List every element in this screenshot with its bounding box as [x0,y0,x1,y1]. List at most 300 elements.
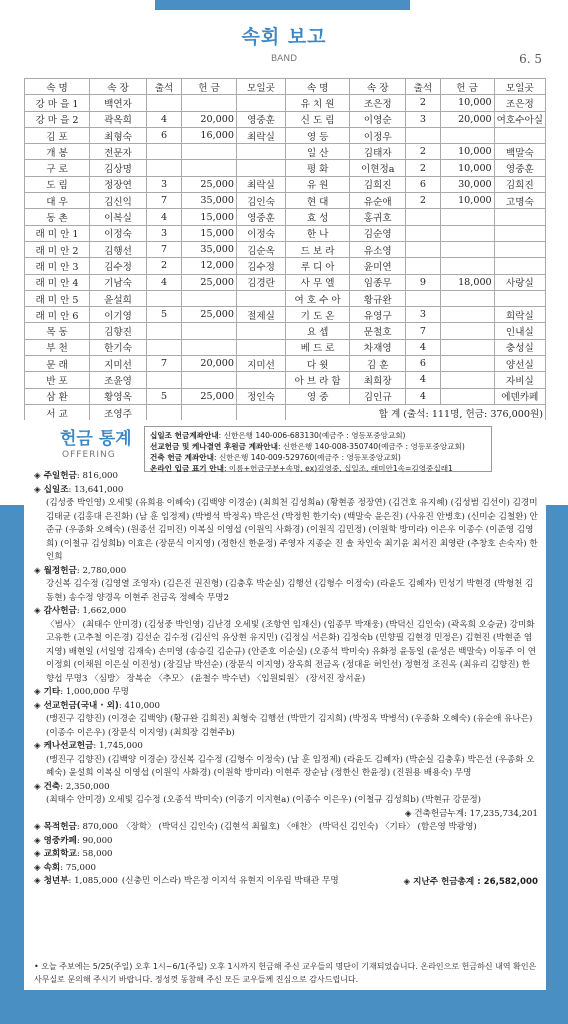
table-cell [237,160,286,176]
table-cell [237,95,286,111]
table-cell [147,404,182,420]
offering-section-header [34,484,538,498]
table-row [25,225,286,241]
offering-label: ◈ 십일조 [34,484,69,495]
table-row [25,372,286,388]
offering-label: ◈ 청년부 [34,876,69,886]
offering-names: (최태수 안미경) 오세빛 김수정 (오종석 박미숙) (이종기 이지현a) (이종수 이은우) (이철규 김성희b) (박현규 강문정) [46,795,482,805]
table-cell: 홍귀호 [350,209,406,225]
offering-names: 〈장학〉 (박덕신 김인숙) (김현석 최월호) 〈애찬〉 (박덕신 김인숙) 〈기타〉 (함은영 박광영) [121,822,477,832]
table-cell: 김향진 [90,323,147,339]
offering-label: ◈ 월정헌금 [34,565,77,576]
table-cell: 김태자 [350,144,406,160]
table-cell: 유소영 [350,241,406,257]
table-cell [237,144,286,160]
table-cell: 김수정 [237,258,286,274]
offering-section [34,862,538,876]
table-cell [406,258,440,274]
table-cell: 대 우 [25,193,90,209]
table-cell: 김 훈 [350,356,406,372]
table-cell: 15,000 [182,225,237,241]
table-cell [494,290,545,306]
table-cell: 최희장 [350,372,406,388]
offering-amount: : 870,000 [76,822,118,832]
offering-section [34,700,538,741]
table-cell: 김인규 [350,388,406,404]
offering-subtitle: OFFERING [62,450,116,460]
table-cell [147,372,182,388]
offering-amount: : 58,000 [76,849,113,859]
offering-amount: : 816,000 [76,471,118,481]
table-cell: 3 [406,111,440,127]
table-row [286,209,546,225]
table-cell: 일 산 [286,144,350,160]
offering-names: 강신복 김수정 (김영열 조영자) (김은진 권진형) (김충후 박순실) 김행선 (김형수 이정숙) (라윤도 김혜자) 민성기 박현경 (박형천 김동현) 송수정 양경옥 이현주 전금옥 정혜숙 무명2 [46,579,534,603]
table-cell: 영중훈 [237,209,286,225]
col-header: 속 명 [25,79,90,95]
table-row [25,404,286,420]
page-title: 속회 보고 [241,26,327,48]
table-cell: 래 미 안 2 [25,241,90,257]
table-cell: 다 윗 [286,356,350,372]
table-row [25,95,286,111]
table-row [25,209,286,225]
table-cell [147,290,182,306]
table-cell [237,372,286,388]
table-cell [494,241,545,257]
table-cell: 드 보 라 [286,241,350,257]
offering-label: ◈ 목적헌금 [34,822,77,832]
table-row [286,225,546,241]
table-row [25,388,286,404]
table-cell: 김희진 [494,176,545,192]
table-cell: 김희진 [350,176,406,192]
table-cell: 윤미연 [350,258,406,274]
table-cell: 이정우 [350,127,406,143]
table-cell: 김수정 [90,258,147,274]
table-row [25,356,286,372]
table-cell: 3 [147,225,182,241]
table-cell [440,225,494,241]
table-row [25,144,286,160]
table-cell: 이복실 [90,209,147,225]
table-cell: 아 브 라 함 [286,372,350,388]
table-row [286,176,546,192]
table-cell: 30,000 [440,176,494,192]
table-cell: 기 도 온 [286,307,350,323]
table-cell: 조은정 [350,95,406,111]
offering-amount: : 1,085,000 [68,876,118,886]
offering-section-header [34,605,538,619]
table-cell: 구 로 [25,160,90,176]
offering-section-header [34,821,538,835]
table-cell: 기남숙 [90,274,147,290]
table-row [286,193,546,209]
table-cell [440,339,494,355]
table-cell: 평 화 [286,160,350,176]
table-cell: 여호수아실 [494,111,545,127]
offering-amount: : 13,641,000 [68,484,124,495]
table-cell: 임종무 [350,274,406,290]
table-cell [182,290,237,306]
table-cell: 7 [147,193,182,209]
table-cell [182,323,237,339]
table-cell: 김행선 [90,241,147,257]
table-cell: 20,000 [440,111,494,127]
table-cell [440,388,494,404]
offering-section-header [34,686,538,700]
table-row [25,274,286,290]
offering-section-header [34,700,538,714]
table-cell: 조은정 [494,95,545,111]
offering-section [34,835,538,849]
table-cell [440,290,494,306]
col-header: 모일곳 [494,79,545,95]
offering-section [34,821,538,835]
table-cell: 15,000 [182,209,237,225]
offering-section [34,686,538,700]
offering-label: ◈ 선교헌금(국내 · 외) [34,700,119,711]
table-cell: 래 미 안 4 [25,274,90,290]
table-row [286,274,546,290]
table-cell: 유 치 원 [286,95,350,111]
offering-section [34,781,538,808]
table-cell: 이영순 [350,111,406,127]
table-cell: 효 성 [286,209,350,225]
table-cell: 9 [406,274,440,290]
table-row [286,111,546,127]
table-cell: 양선실 [494,356,545,372]
table-cell [237,339,286,355]
table-row [286,388,546,404]
offering-amount: : 90,000 [76,835,113,846]
table-cell: 25,000 [182,176,237,192]
offering-names: (맹진구 김향진) (이경순 김백양) (황규완 김희진) 최형숙 김행선 (박만기 김지희) (박정옥 박병석) (우종화 오혜숙) (유순애 유나은) (이종수 이은우) (장문식 이지영) (최희장 김현주b) [46,714,533,738]
total-row [286,404,546,420]
offering-amount: : 2,780,000 [76,565,127,576]
table-cell: 16,000 [182,127,237,143]
table-cell: 4 [147,274,182,290]
table-cell: 7 [147,356,182,372]
table-cell: 정인숙 [237,388,286,404]
cell-report-table-right [285,78,546,421]
table-cell [147,160,182,176]
table-cell: 6 [406,356,440,372]
table-cell: 목 동 [25,323,90,339]
table-cell [406,290,440,306]
table-cell: 강 마 을 1 [25,95,90,111]
offering-section-header [34,835,538,849]
offering-amount: : 410,000 [118,700,160,711]
table-row [25,290,286,306]
table-cell: 3 [406,307,440,323]
table-cell: 여 호 수 아 [286,290,350,306]
table-row [286,356,546,372]
offering-section-header [34,781,538,795]
table-cell: 25,000 [182,274,237,290]
table-row [25,307,286,323]
table-cell: 영중훈 [494,160,545,176]
table-cell: 25,000 [182,307,237,323]
table-cell [182,95,237,111]
table-cell: 곽옥희 [90,111,147,127]
col-header: 출석 [406,79,440,95]
table-cell: 한기숙 [90,339,147,355]
table-cell [237,290,286,306]
table-cell: 2 [406,160,440,176]
table-cell [406,209,440,225]
col-header: 모일곳 [237,79,286,95]
offering-section [34,470,538,484]
table-cell [182,404,237,420]
table-cell: 황규완 [350,290,406,306]
offering-section [34,848,538,862]
table-row [25,258,286,274]
table-cell: 지미선 [90,356,147,372]
table-cell: 최락실 [237,176,286,192]
offering-names: (김성중 박인영) 오세빛 (유희용 이혜숙) (김백양 이경순) (최희천 김성희a) (황현종 정장연) (김건호 유지혜) (김성범 김선이) 김경미 김태균 (김홍대 은진화) (남 훈 임정제) (박병석 박정옥) 박은선 (박정헌 한기숙) (백말숙 윤은진) (사유진 안병호) (신미순 김철환) 안준규 (우종화 오혜숙) (원종선 김미진) 이복실 이영섭 (이원익 사화경) (이원직 김민정) (이원학 방미라) 이은우 이종수 (이준영 김영희) (이철규 김성희b) 이효은 (장문식 이지영) (정한신 한윤정) 주영자 지종순 진 솔 차인숙 최기윤 최서진 최영란 (추창호 손숙자) 한인희 [46,498,538,562]
table-row [25,323,286,339]
table-cell: 영중훈 [237,111,286,127]
table-cell: 조영주 [90,404,147,420]
table-cell: 충성실 [494,339,545,355]
table-row [286,127,546,143]
table-cell: 4 [406,339,440,355]
table-cell: 베 드 로 [286,339,350,355]
col-header: 헌 금 [440,79,494,95]
table-cell [147,339,182,355]
total-cell: 합 계 (출석: 111명, 헌금: 376,000원) [286,404,546,420]
table-cell: 10,000 [440,193,494,209]
table-row [286,307,546,323]
table-cell [237,404,286,420]
table-cell: 5 [147,388,182,404]
table-cell: 김 포 [25,127,90,143]
offering-section-header [34,740,538,754]
table-cell: 영 등 [286,127,350,143]
table-cell [440,307,494,323]
offering-names: (맹진구 김향진) (김백양 이경순) 강신복 김수정 (김형수 이정숙) (남 훈 임정제) (라윤도 김혜자) (박순실 김충후) 박은선 (우종화 오혜숙) 윤설희 이복실 이영섭 (이원익 사화경) (이원학 방미라) 이현주 장순남 (정한신 한윤정) (진원용 배용숙) 무명 [46,754,535,778]
table-cell: 최락실 [237,127,286,143]
offering-amount: : 1,662,000 [76,606,127,616]
offering-section-header [34,565,538,579]
table-cell: 루 디 아 [286,258,350,274]
table-row [286,144,546,160]
offering-section-header [34,470,538,484]
offering-section [34,740,538,781]
col-header: 속 장 [350,79,406,95]
table-cell: 이현정a [350,160,406,176]
table-row [286,323,546,339]
table-cell: 2 [406,95,440,111]
table-cell: 인내실 [494,323,545,339]
table-cell: 6 [147,127,182,143]
table-cell: 지미선 [237,356,286,372]
table-cell [440,258,494,274]
table-cell: 유영구 [350,307,406,323]
col-header: 속 장 [90,79,147,95]
offering-label: ◈ 교회학교 [34,849,77,859]
table-cell [440,209,494,225]
table-cell [440,356,494,372]
offering-section-header [34,848,538,862]
table-cell: 김순옥 [237,241,286,257]
table-cell [494,258,545,274]
table-row [25,160,286,176]
table-cell: 2 [406,193,440,209]
table-cell: 4 [406,388,440,404]
table-cell [494,225,545,241]
table-cell: 래 미 안 5 [25,290,90,306]
table-row [25,339,286,355]
table-cell: 10,000 [440,160,494,176]
table-cell: 문 래 [25,356,90,372]
table-cell: 반 포 [25,372,90,388]
table-cell: 2 [406,144,440,160]
table-cell: 에덴카페 [494,388,545,404]
table-cell: 신 도 림 [286,111,350,127]
account-info-box [144,426,492,472]
table-cell: 이기영 [90,307,147,323]
table-cell [494,209,545,225]
table-cell: 래 미 안 6 [25,307,90,323]
table-cell: 요 셉 [286,323,350,339]
table-cell: 이정숙 [237,225,286,241]
table-cell: 김순영 [350,225,406,241]
table-cell: 김인숙 [237,193,286,209]
table-cell: 동 촌 [25,209,90,225]
table-cell: 정장연 [90,176,147,192]
table-cell [147,144,182,160]
cell-report-table-left [24,78,286,421]
info-line: 십일조 헌금계좌안내: 신한은행 140-006-683130(예금주 : 영등포중앙교회) [150,431,406,440]
table-cell [182,144,237,160]
table-cell: 12,000 [182,258,237,274]
table-cell: 10,000 [440,144,494,160]
table-cell [406,127,440,143]
offering-names: 〈범사〉 (최태수 안미경) (김성중 박인영) 김난경 오세빛 (조항연 임재신) (임종무 박재웅) (박덕신 김인숙) (곽옥희 오승균) 강미화 고유한 (고추철 이은경) 김선순 김수정 (김신익 유상현 유지민) (김정심 서은화) 김정숙b (민향필 김현경 민정은) 김현진 (박현준 염지영) 배현일 (서일영 김재숙) 손미영 (송승길 김순규) (안준호 이순실) (오종석 박미숙) 유화정 윤동일 (윤성은 백말숙) 이동주 이 연 이정회 (이채원 이은실 이진성) (장길남 박선순) (장문식 이지영) 장옥희 전금옥 (정대윤 허인선) 정현정 조진옥 (최유리 김향진) 한향섭 무명3 〈심방〉 장복순 〈추모〉 (윤철수 박수년) 〈입원퇴원〉 (장서진 장서윤) [46,619,537,684]
table-cell [147,323,182,339]
table-row [25,176,286,192]
table-cell [237,323,286,339]
table-cell: 문철호 [350,323,406,339]
offering-amount: : 2,350,000 [60,781,110,792]
table-row [286,290,546,306]
offering-title: 헌금 통계 [60,429,132,449]
report-date: 6. 5 [519,52,542,66]
table-cell: 부 천 [25,339,90,355]
table-cell: 20,000 [182,111,237,127]
table-cell: 김상명 [90,160,147,176]
table-cell: 이정숙 [90,225,147,241]
table-cell: 6 [406,176,440,192]
offering-section [34,605,538,686]
table-cell [406,241,440,257]
table-cell: 7 [147,241,182,257]
table-cell [494,127,545,143]
table-cell: 차재영 [350,339,406,355]
table-cell: 윤설희 [90,290,147,306]
info-line: 온라인 입금 표기 안내: 이름+헌금구분+속명, ex)김영중, 십일조, 래미안1속=김영중십래1 [150,464,453,473]
table-cell: 유 원 [286,176,350,192]
table-cell: 35,000 [182,241,237,257]
table-cell: 김신익 [90,193,147,209]
table-cell: 35,000 [182,193,237,209]
col-header: 헌 금 [182,79,237,95]
table-cell: 18,000 [440,274,494,290]
table-cell: 백말숙 [494,144,545,160]
col-header: 속 명 [286,79,350,95]
table-cell: 4 [147,111,182,127]
table-row [286,241,546,257]
table-row [286,258,546,274]
offering-list [34,470,538,889]
table-cell [440,372,494,388]
table-cell: 절제실 [237,307,286,323]
table-cell: 개 봉 [25,144,90,160]
table-row [286,95,546,111]
table-cell: 영 중 [286,388,350,404]
table-row [25,241,286,257]
offering-label: ◈ 건축 [34,781,61,792]
table-cell: 조윤영 [90,372,147,388]
weekly-total: ◈ 지난주 헌금총계 : 26,582,000 [403,876,538,887]
table-cell: 고명숙 [494,193,545,209]
table-row [286,339,546,355]
table-cell: 자비실 [494,372,545,388]
table-cell [440,127,494,143]
table-cell: 강 마 을 2 [25,111,90,127]
offering-amount: : 75,000 [60,862,96,873]
offering-label: ◈ 주일헌금 [34,471,77,481]
offering-names: (신충민 이스라) 박은정 이지석 유현지 이우림 박태관 무명 [121,876,339,886]
table-cell: 서 교 [25,404,90,420]
table-cell [182,339,237,355]
table-cell: 3 [147,176,182,192]
col-header: 출석 [147,79,182,95]
table-cell: 전문자 [90,144,147,160]
info-line: 건축 헌금 계좌안내: 신한은행 140-009-529760(예금주 : 영등포중앙교회) [150,453,401,462]
info-line: 선교헌금 및 케나결연 후원금 계좌안내: 신한은행 140-008-350740(예금주 : 영등포중앙교회) [150,442,465,451]
offering-label: ◈ 영중카페 [34,835,77,846]
table-cell: 20,000 [182,356,237,372]
table-cell: 백연자 [90,95,147,111]
table-cell: 한 나 [286,225,350,241]
table-cell [440,241,494,257]
table-cell: 4 [147,209,182,225]
table-row [25,127,286,143]
table-cell: 7 [406,323,440,339]
table-cell: 사랑실 [494,274,545,290]
table-cell: 4 [406,372,440,388]
table-cell: 최형숙 [90,127,147,143]
table-row [25,111,286,127]
table-cell: 5 [147,307,182,323]
table-cell: 래 미 안 3 [25,258,90,274]
table-cell [147,95,182,111]
offering-label: ◈ 감사헌금 [34,606,77,616]
table-cell: 희락실 [494,307,545,323]
table-cell: 현 대 [286,193,350,209]
table-row [286,160,546,176]
table-cell: 삼 환 [25,388,90,404]
table-cell: 사 무 엘 [286,274,350,290]
offering-amount: : 1,000,000 무명 [60,687,129,697]
offering-section [34,484,538,565]
offering-amount: : 1,745,000 [93,741,143,751]
table-cell: 10,000 [440,95,494,111]
offering-label: ◈ 기타 [34,687,61,697]
